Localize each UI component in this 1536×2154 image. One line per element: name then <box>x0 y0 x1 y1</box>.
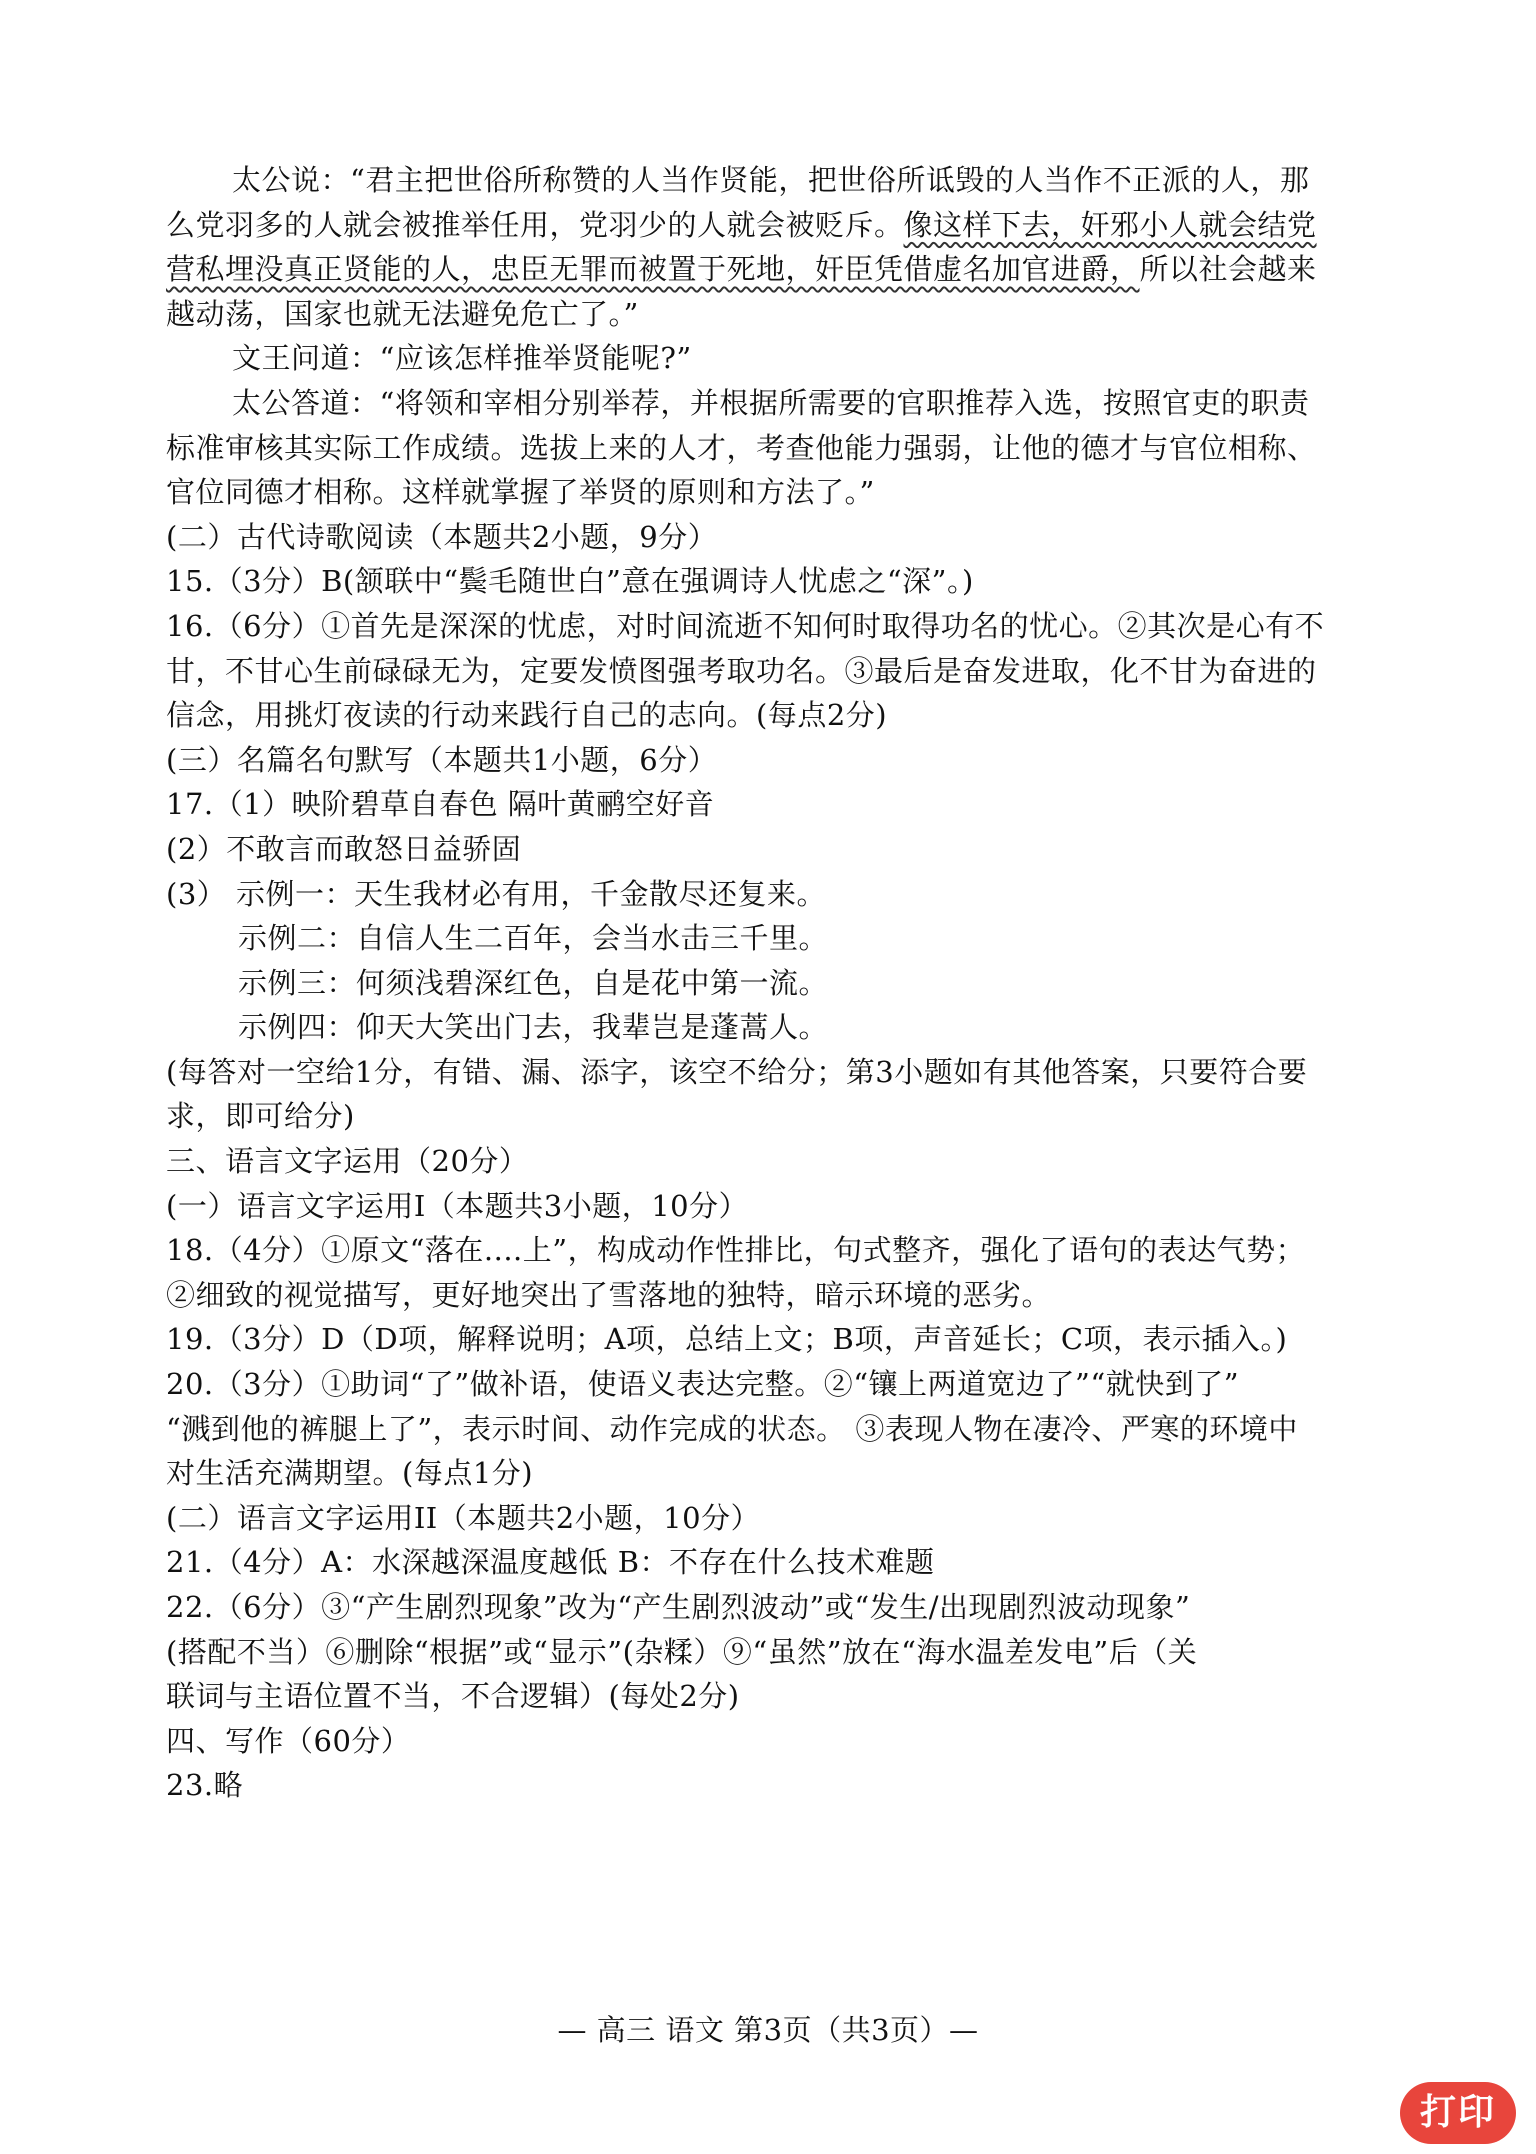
text-line: 联词与主语位置不当，不合逻辑）(每处2分) <box>166 1679 740 1714</box>
section-heading: 三、语言文字运用（20分） <box>166 1144 529 1179</box>
text-line: 示例三：何须浅碧深红色，自是花中第一流。 <box>238 965 829 1000</box>
answer-19: 19.（3分）D（D项，解释说明；A项，总结上文；B项，声音延长；C项，表示插入。) <box>166 1322 1288 1357</box>
answer-18: 18.（4分）①原文“落在....上”，构成动作性排比，句式整齐，强化了语句的表达气势； <box>166 1233 1306 1268</box>
wavy-underlined-text: 营私埋没真正贤能的人，忠臣无罪而被置于死地，奸臣凭借虚名加官进爵， <box>166 252 1140 287</box>
text-line <box>166 203 1386 248</box>
answer-21: 21.（4分）A：水深越深温度越低 B：不存在什么技术难题 <box>166 1545 935 1580</box>
text-line: 太公说：“君主把世俗所称赞的人当作贤能，把世俗所诋毁的人当作不正派的人，那 <box>232 163 1310 197</box>
text-line: 对生活充满期望。(每点1分) <box>166 1456 534 1491</box>
text-line: 太公答道：“将领和宰相分别举荐，并根据所需要的官职推荐入选，按照官吏的职责 <box>232 385 1310 420</box>
text-span: 么党羽多的人就会被推举任用，党羽少的人就会被贬斥。 <box>166 207 904 242</box>
text-line: 官位同德才相称。这样就掌握了举贤的原则和方法了。” <box>166 475 875 510</box>
text-line: 甘，不甘心生前碌碌无为，定要发愤图强考取功名。③最后是奋发进取，化不甘为奋进的 <box>166 653 1317 688</box>
text-line: (3） 示例一：天生我材必有用，千金散尽还复来。 <box>166 876 826 911</box>
text-span: 所以社会越来 <box>1139 252 1317 287</box>
print-button[interactable]: 打印 <box>1400 2082 1516 2144</box>
text-line <box>166 247 1386 292</box>
text-line: 标准审核其实际工作成绩。选拔上来的人才，考查他能力强弱，让他的德才与官位相称、 <box>166 430 1317 465</box>
section-heading: 四、写作（60分） <box>166 1723 411 1758</box>
text-line: 信念，用挑灯夜读的行动来践行自己的志向。(每点2分) <box>166 698 888 733</box>
section-heading: (一）语言文字运用I（本题共3小题，10分） <box>166 1188 749 1223</box>
text-line: 示例四：仰天大笑出门去，我辈岂是蓬蒿人。 <box>238 1010 829 1045</box>
answer-16: 16.（6分）①首先是深深的忧虑，对时间流逝不知何时取得功名的忧心。②其次是心有不 <box>166 608 1325 643</box>
text-line: 示例二：自信人生二百年，会当水击三千里。 <box>238 921 829 956</box>
answer-22: 22.（6分）③“产生剧烈现象”改为“产生剧烈波动”或“发生/出现剧烈波动现象” <box>166 1590 1191 1624</box>
text-line: 越动荡，国家也就无法避免危亡了。” <box>166 296 639 331</box>
answer-15: 15.（3分）B(颔联中“鬓毛随世白”意在强调诗人忧虑之“深”。) <box>166 564 974 599</box>
text-line: (搭配不当）⑥删除“根据”或“显示”(杂糅）⑨“虽然”放在“海水温差发电”后（关 <box>166 1634 1198 1669</box>
answer-20: 20.（3分）①助词“了”做补语，使语义表达完整。②“镶上两道宽边了”“就快到了” <box>166 1367 1240 1402</box>
text-line: 求，即可给分) <box>166 1099 355 1134</box>
text-line: “溅到他的裤腿上了”，表示时间、动作完成的状态。 ③表现人物在凄冷、严寒的环境中 <box>166 1411 1298 1446</box>
text-line: (2）不敢言而敢怒日益骄固 <box>166 831 522 866</box>
text-line: ②细致的视觉描写，更好地突出了雪落地的独特，暗示环境的恶劣。 <box>166 1277 1052 1312</box>
answer-23: 23.略 <box>166 1768 244 1803</box>
scoring-note: (每答对一空给1分，有错、漏、添字，该空不给分；第3小题如有其他答案，只要符合要 <box>166 1054 1308 1089</box>
answer-content <box>166 158 1386 1808</box>
section-heading: (二）语言文字运用II（本题共2小题，10分） <box>166 1500 761 1535</box>
page-footer: — 高三 语文 第3页（共3页）— <box>557 2013 979 2047</box>
answer-17: 17.（1）映阶碧草自春色 隔叶黄鹂空好音 <box>166 787 715 822</box>
text-line: 文王问道：“应该怎样推举贤能呢?” <box>232 341 692 376</box>
section-heading: (三）名篇名句默写（本题共1小题，6分） <box>166 742 718 777</box>
wavy-underlined-text: 像这样下去，奸邪小人就会结党 <box>903 207 1317 242</box>
section-heading: (二）古代诗歌阅读（本题共2小题，9分） <box>166 519 718 554</box>
